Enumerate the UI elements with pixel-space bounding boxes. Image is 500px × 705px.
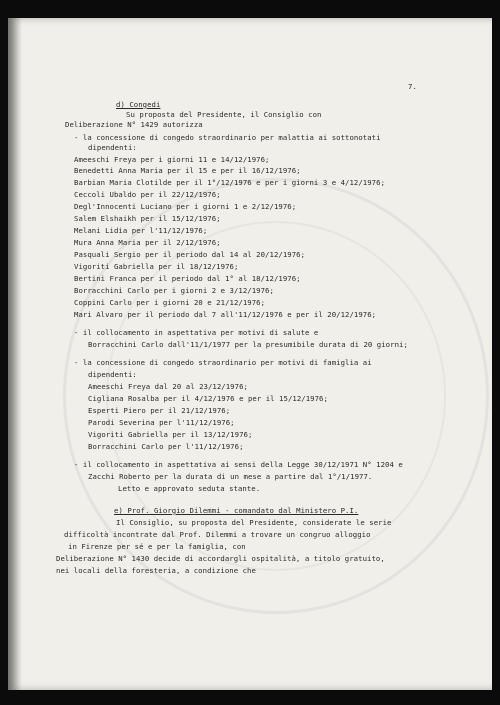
list-item: Mari Alvaro per il periodo dal 7 all'11/12/1976 e per il 20/12/1976; [74, 310, 377, 319]
list-item: Ameeschi Freya per i giorni 11 e 14/12/1976; [74, 155, 270, 164]
intro-line: Su proposta del Presidente, il Consiglio con [126, 110, 322, 119]
list-item: Parodi Severina per l'11/12/1976; [88, 418, 235, 427]
page-number: 7. [408, 82, 417, 91]
paragraph-line: dipendenti: [88, 143, 137, 152]
list-item: Barbian Maria Clotilde per il 1°/12/1976 e per i giorni 3 e 4/12/1976; [74, 178, 386, 187]
list-item: Pasquali Sergio per il periodo dal 14 al 20/12/1976; [74, 250, 306, 259]
paragraph-line: - il collocamento in aspettativa ai sensi della Legge 30/12/1971 N° 1204 e [74, 460, 403, 469]
paragraph-line: in Firenze per sé e per la famiglia, con [68, 542, 246, 551]
list-item: Melani Lidia per l'11/12/1976; [74, 226, 208, 235]
list-item: Esperti Piero per il 21/12/1976; [88, 406, 231, 415]
intro-line: Deliberazione N° 1429 autorizza [65, 120, 203, 129]
list-item: Ceccoli Ubaldo per il 22/12/1976; [74, 190, 221, 199]
section-heading: e) Prof. Giorgio Dilemmi - comandato dal Ministero P.I. [114, 506, 359, 515]
paragraph-line: - la concessione di congedo straordinario per motivi di famiglia ai [74, 358, 372, 367]
paragraph-line: nei locali della foresteria, a condizione che [56, 566, 256, 575]
list-item: Borracchini Carlo per l'11/12/1976; [88, 442, 244, 451]
paragraph-line: Zacchi Roberto per la durata di un mese a partire dal 1°/1/1977. [88, 472, 373, 481]
paragraph-line: Deliberazione N° 1430 decide di accordargli ospitalità, a titolo gratuito, [56, 554, 385, 563]
list-item: Cigliana Rosalba per il 4/12/1976 e per il 15/12/1976; [88, 394, 328, 403]
section-heading: d) Congedi [116, 100, 161, 109]
list-item: Mura Anna Maria per il 2/12/1976; [74, 238, 221, 247]
list-item: Ameeschi Freya dal 20 al 23/12/1976; [88, 382, 248, 391]
binding-shadow [8, 18, 22, 690]
paragraph-line: - la concessione di congedo straordinario per malattia ai sottonotati [74, 133, 381, 142]
paragraph-line: dipendenti: [88, 370, 137, 379]
list-item: Coppini Carlo per i giorni 20 e 21/12/1976; [74, 298, 266, 307]
list-item: Vigoriti Gabriella per il 18/12/1976; [74, 262, 239, 271]
list-item: Salem Elshaikh per il 15/12/1976; [74, 214, 221, 223]
list-item: Bertini Franca per il periodo dal 1° al 18/12/1976; [74, 274, 301, 283]
paragraph-line: difficoltà incontrate dal Prof. Dilemmi a trovare un congruo alloggio [64, 530, 371, 539]
list-item: Degl'Innocenti Luciano per i giorni 1 e 2/12/1976; [74, 202, 297, 211]
paragraph-line: Il Consiglio, su proposta del Presidente, considerate le serie [116, 518, 392, 527]
document-page [8, 18, 492, 690]
paragraph-line: - il collocamento in aspettativa per motivi di salute e [74, 328, 319, 337]
closing-line: Letto e approvato seduta stante. [118, 484, 261, 493]
list-item: Borracchini Carlo per i giorni 2 e 3/12/1976; [74, 286, 274, 295]
list-item: Vigoriti Gabriella per il 13/12/1976; [88, 430, 253, 439]
list-item: Benedetti Anna Maria per il 15 e per il 16/12/1976; [74, 166, 301, 175]
paragraph-line: Borracchini Carlo dall'11/1/1977 per la presumibile durata di 20 giorni; [88, 340, 408, 349]
